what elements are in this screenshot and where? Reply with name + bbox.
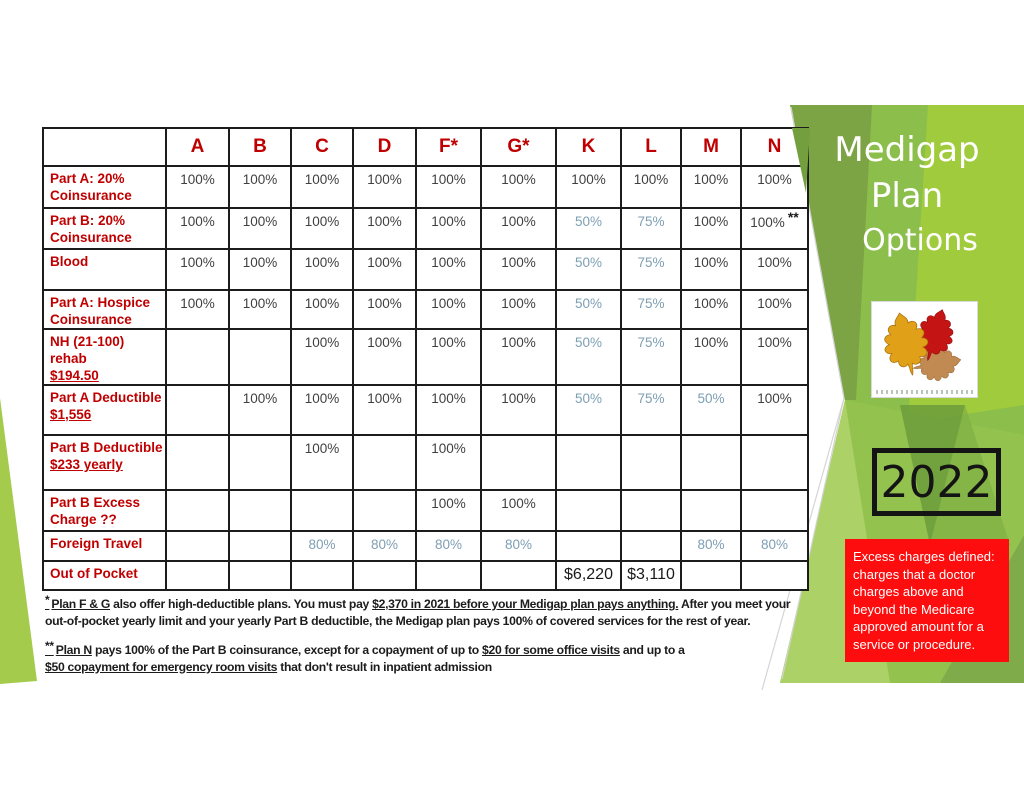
table-cell: 100% bbox=[416, 290, 481, 329]
table-cell: 100% bbox=[291, 385, 353, 435]
row-label-line2: Coinsurance bbox=[50, 230, 132, 245]
table-cell: 75% bbox=[621, 208, 681, 249]
row-label-line1: Part A Deductible bbox=[50, 390, 162, 405]
table-cell bbox=[166, 385, 229, 435]
table-cell: 100% bbox=[416, 208, 481, 249]
table-cell bbox=[416, 561, 481, 590]
footnote-text: out-of-pocket yearly limit and your yearly Part B deductible, the Medigap plan pays 100% of covered services for the rest of year. bbox=[45, 613, 751, 628]
table-cell: 50% bbox=[556, 249, 621, 290]
row-label bbox=[43, 166, 166, 208]
table-cell: 100% bbox=[416, 166, 481, 208]
table-cell: 100% bbox=[741, 290, 808, 329]
table-cell: 100% bbox=[681, 290, 741, 329]
table-cell: 100% bbox=[741, 329, 808, 385]
table-cell: 100% bbox=[353, 208, 416, 249]
table-cell: 100% bbox=[291, 290, 353, 329]
table-cell: 100% bbox=[416, 329, 481, 385]
row-label bbox=[43, 329, 166, 385]
table-cell: 100% bbox=[741, 166, 808, 208]
double-asterisk-note: ** bbox=[787, 209, 799, 225]
table-cell bbox=[229, 329, 291, 385]
table-cell bbox=[621, 490, 681, 531]
table-cell: 100% bbox=[481, 329, 556, 385]
table-cell bbox=[291, 561, 353, 590]
table-cell bbox=[229, 531, 291, 561]
table-cell bbox=[681, 561, 741, 590]
table-cell: 100% bbox=[291, 249, 353, 290]
table-cell bbox=[481, 561, 556, 590]
asterisk-marker: * bbox=[45, 593, 50, 607]
medigap-plan-table bbox=[42, 127, 809, 591]
table-row bbox=[43, 385, 808, 435]
excess-charges-text: Excess charges defined: charges that a doctor charges above and beyond the Medicare approved amount for a service or procedure. bbox=[853, 549, 995, 652]
table-cell bbox=[353, 561, 416, 590]
row-label-line1: Part B Excess bbox=[50, 495, 141, 510]
footnote-text: that don't result in inpatient admission bbox=[277, 659, 492, 674]
table-cell bbox=[166, 490, 229, 531]
slide-title bbox=[787, 127, 1024, 263]
table-cell: 100% bbox=[481, 290, 556, 329]
table-cell bbox=[481, 435, 556, 490]
table-cell: 100% bbox=[481, 249, 556, 290]
row-label-line1: Blood bbox=[50, 254, 89, 269]
row-label-line1: Out of Pocket bbox=[50, 566, 138, 581]
table-cell: 80% bbox=[416, 531, 481, 561]
footnote-line bbox=[45, 659, 985, 676]
table-cell: 100% bbox=[166, 166, 229, 208]
footnote-underlined-text: $50 copayment for emergency room visits bbox=[45, 659, 278, 674]
leaves-caption-strip bbox=[876, 390, 973, 394]
table-cell: 75% bbox=[621, 249, 681, 290]
year-text: 2022 bbox=[880, 456, 993, 508]
row-label-line1: Part B: 20% bbox=[50, 213, 126, 228]
table-cell: $3,110 bbox=[621, 561, 681, 590]
table-cell: 80% bbox=[481, 531, 556, 561]
table-cell bbox=[621, 531, 681, 561]
table-cell: 50% bbox=[556, 290, 621, 329]
table-row bbox=[43, 435, 808, 490]
row-label bbox=[43, 385, 166, 435]
table-cell: 100% bbox=[166, 249, 229, 290]
table-cell bbox=[166, 531, 229, 561]
year-badge bbox=[872, 448, 1001, 516]
footnote-text: pays 100% of the Part B coinsurance, except for a copayment of up to bbox=[91, 643, 482, 658]
table-cell: 100% bbox=[166, 208, 229, 249]
row-label-line1: Part A: Hospice bbox=[50, 295, 151, 310]
table-cell: 100% bbox=[681, 249, 741, 290]
table-cell: 100% bbox=[353, 290, 416, 329]
table-cell: 100% bbox=[229, 166, 291, 208]
table-cell: 100% bbox=[353, 385, 416, 435]
table-cell: 100% bbox=[681, 329, 741, 385]
column-header-c: C bbox=[291, 128, 353, 166]
table-row bbox=[43, 490, 808, 531]
table-cell bbox=[229, 435, 291, 490]
footnote-text: also offer high-deductible plans. You must pay bbox=[110, 597, 373, 612]
table-cell: 100% bbox=[291, 435, 353, 490]
table-cell: 100% bbox=[481, 490, 556, 531]
table-cell: $6,220 bbox=[556, 561, 621, 590]
column-header-k: K bbox=[556, 128, 621, 166]
footnote-underlined-text: Plan F & G bbox=[51, 597, 110, 612]
footnote-underlined-text: $20 for some office visits bbox=[482, 643, 620, 658]
table-cell bbox=[556, 435, 621, 490]
table-cell bbox=[621, 435, 681, 490]
table-cell: 100% bbox=[681, 166, 741, 208]
row-label bbox=[43, 490, 166, 531]
table-cell bbox=[556, 531, 621, 561]
row-label-line1: Part A: 20% bbox=[50, 171, 125, 186]
column-header-a: A bbox=[166, 128, 229, 166]
table-cell: 80% bbox=[741, 531, 808, 561]
table-cell: 100% bbox=[681, 208, 741, 249]
table-cell bbox=[741, 490, 808, 531]
table-cell: 100% bbox=[229, 208, 291, 249]
table-header-row bbox=[43, 128, 808, 166]
table-cell: 80% bbox=[681, 531, 741, 561]
table-cell: 100% bbox=[481, 208, 556, 249]
column-header-m: M bbox=[681, 128, 741, 166]
table-corner-cell bbox=[43, 128, 166, 166]
row-label-line2: $1,556 bbox=[50, 407, 92, 422]
footnote-line bbox=[45, 591, 985, 613]
footnote-text: After you meet your bbox=[678, 597, 791, 612]
footnote-underlined-text: $2,370 in 2021 before your Medigap plan pays anything. bbox=[372, 597, 679, 612]
table-cell: 100% bbox=[229, 385, 291, 435]
row-label-line2: $233 yearly bbox=[50, 457, 123, 472]
footnote-plan-n bbox=[45, 637, 985, 675]
column-header-d: D bbox=[353, 128, 416, 166]
table-cell: 50% bbox=[556, 208, 621, 249]
oak-leaves-illustration bbox=[872, 302, 977, 390]
row-label-line2: Coinsurance bbox=[50, 312, 132, 327]
table-cell bbox=[291, 490, 353, 531]
table-cell: 50% bbox=[681, 385, 741, 435]
table-cell: 100% bbox=[621, 166, 681, 208]
row-label-line1: Part B Deductible bbox=[50, 440, 163, 455]
table-cell: 75% bbox=[621, 290, 681, 329]
table-cell bbox=[353, 490, 416, 531]
table-cell bbox=[166, 329, 229, 385]
footnote-text: and up to a bbox=[619, 643, 685, 658]
table-cell: 75% bbox=[621, 329, 681, 385]
table-cell: 100% bbox=[353, 329, 416, 385]
row-label bbox=[43, 208, 166, 249]
row-label-line2: Coinsurance bbox=[50, 188, 132, 203]
table-cell: 75% bbox=[621, 385, 681, 435]
row-label bbox=[43, 435, 166, 490]
column-header-b: B bbox=[229, 128, 291, 166]
footnote-line bbox=[45, 613, 985, 630]
table-cell: 50% bbox=[556, 385, 621, 435]
double-asterisk-marker: ** bbox=[45, 639, 54, 654]
table-cell: 100% bbox=[416, 249, 481, 290]
table-cell: 100% bbox=[416, 435, 481, 490]
table-cell bbox=[741, 208, 808, 249]
table-cell: 100% bbox=[291, 208, 353, 249]
table-row bbox=[43, 290, 808, 329]
table-cell bbox=[166, 435, 229, 490]
left-green-triangle bbox=[0, 396, 42, 688]
table-cell: 100% bbox=[229, 249, 291, 290]
column-header-l: L bbox=[621, 128, 681, 166]
column-header-n: N bbox=[741, 128, 808, 166]
row-label-line2: Charge ?? bbox=[50, 512, 117, 527]
table-row bbox=[43, 329, 808, 385]
table-cell: 100% bbox=[741, 385, 808, 435]
row-label bbox=[43, 249, 166, 290]
cell-value: 100% bbox=[750, 215, 785, 230]
table-cell: 100% bbox=[556, 166, 621, 208]
footnote-plan-f-g bbox=[45, 591, 985, 629]
slide-title-line3: Options bbox=[862, 223, 978, 258]
table-cell bbox=[229, 561, 291, 590]
table-cell: 100% bbox=[166, 290, 229, 329]
row-label-line1: Foreign Travel bbox=[50, 536, 143, 551]
table-cell: 100% bbox=[353, 166, 416, 208]
slide-title-line2: Plan bbox=[870, 176, 944, 216]
table-cell: 80% bbox=[353, 531, 416, 561]
table-row bbox=[43, 249, 808, 290]
footnote-line bbox=[45, 637, 985, 659]
table-row bbox=[43, 561, 808, 590]
row-label-line2: $194.50 bbox=[50, 368, 99, 383]
table-cell: 100% bbox=[353, 249, 416, 290]
table-cell bbox=[681, 490, 741, 531]
row-label bbox=[43, 531, 166, 561]
table-row bbox=[43, 208, 808, 249]
table-cell: 100% bbox=[741, 249, 808, 290]
table-cell bbox=[741, 435, 808, 490]
slide-title-line1: Medigap bbox=[834, 130, 980, 170]
table-cell: 50% bbox=[556, 329, 621, 385]
table-row bbox=[43, 531, 808, 561]
table-cell bbox=[556, 490, 621, 531]
table-cell bbox=[353, 435, 416, 490]
footnote-underlined-text: Plan N bbox=[55, 643, 92, 658]
footnotes bbox=[45, 591, 985, 683]
table-cell: 100% bbox=[291, 166, 353, 208]
table-cell bbox=[681, 435, 741, 490]
table-cell: 100% bbox=[481, 385, 556, 435]
table-cell: 80% bbox=[291, 531, 353, 561]
table-cell: 100% bbox=[481, 166, 556, 208]
table-row bbox=[43, 166, 808, 208]
row-label bbox=[43, 561, 166, 590]
table-cell: 100% bbox=[229, 290, 291, 329]
row-label-line1: NH (21-100) rehab bbox=[50, 334, 125, 366]
row-label bbox=[43, 290, 166, 329]
column-header-f: F* bbox=[416, 128, 481, 166]
table-cell: 100% bbox=[291, 329, 353, 385]
column-header-g: G* bbox=[481, 128, 556, 166]
autumn-leaves-image bbox=[872, 302, 977, 397]
corner-green-wedge bbox=[790, 126, 812, 196]
table-cell bbox=[741, 561, 808, 590]
table-cell bbox=[166, 561, 229, 590]
table-cell bbox=[229, 490, 291, 531]
table-cell: 100% bbox=[416, 490, 481, 531]
table-cell: 100% bbox=[416, 385, 481, 435]
